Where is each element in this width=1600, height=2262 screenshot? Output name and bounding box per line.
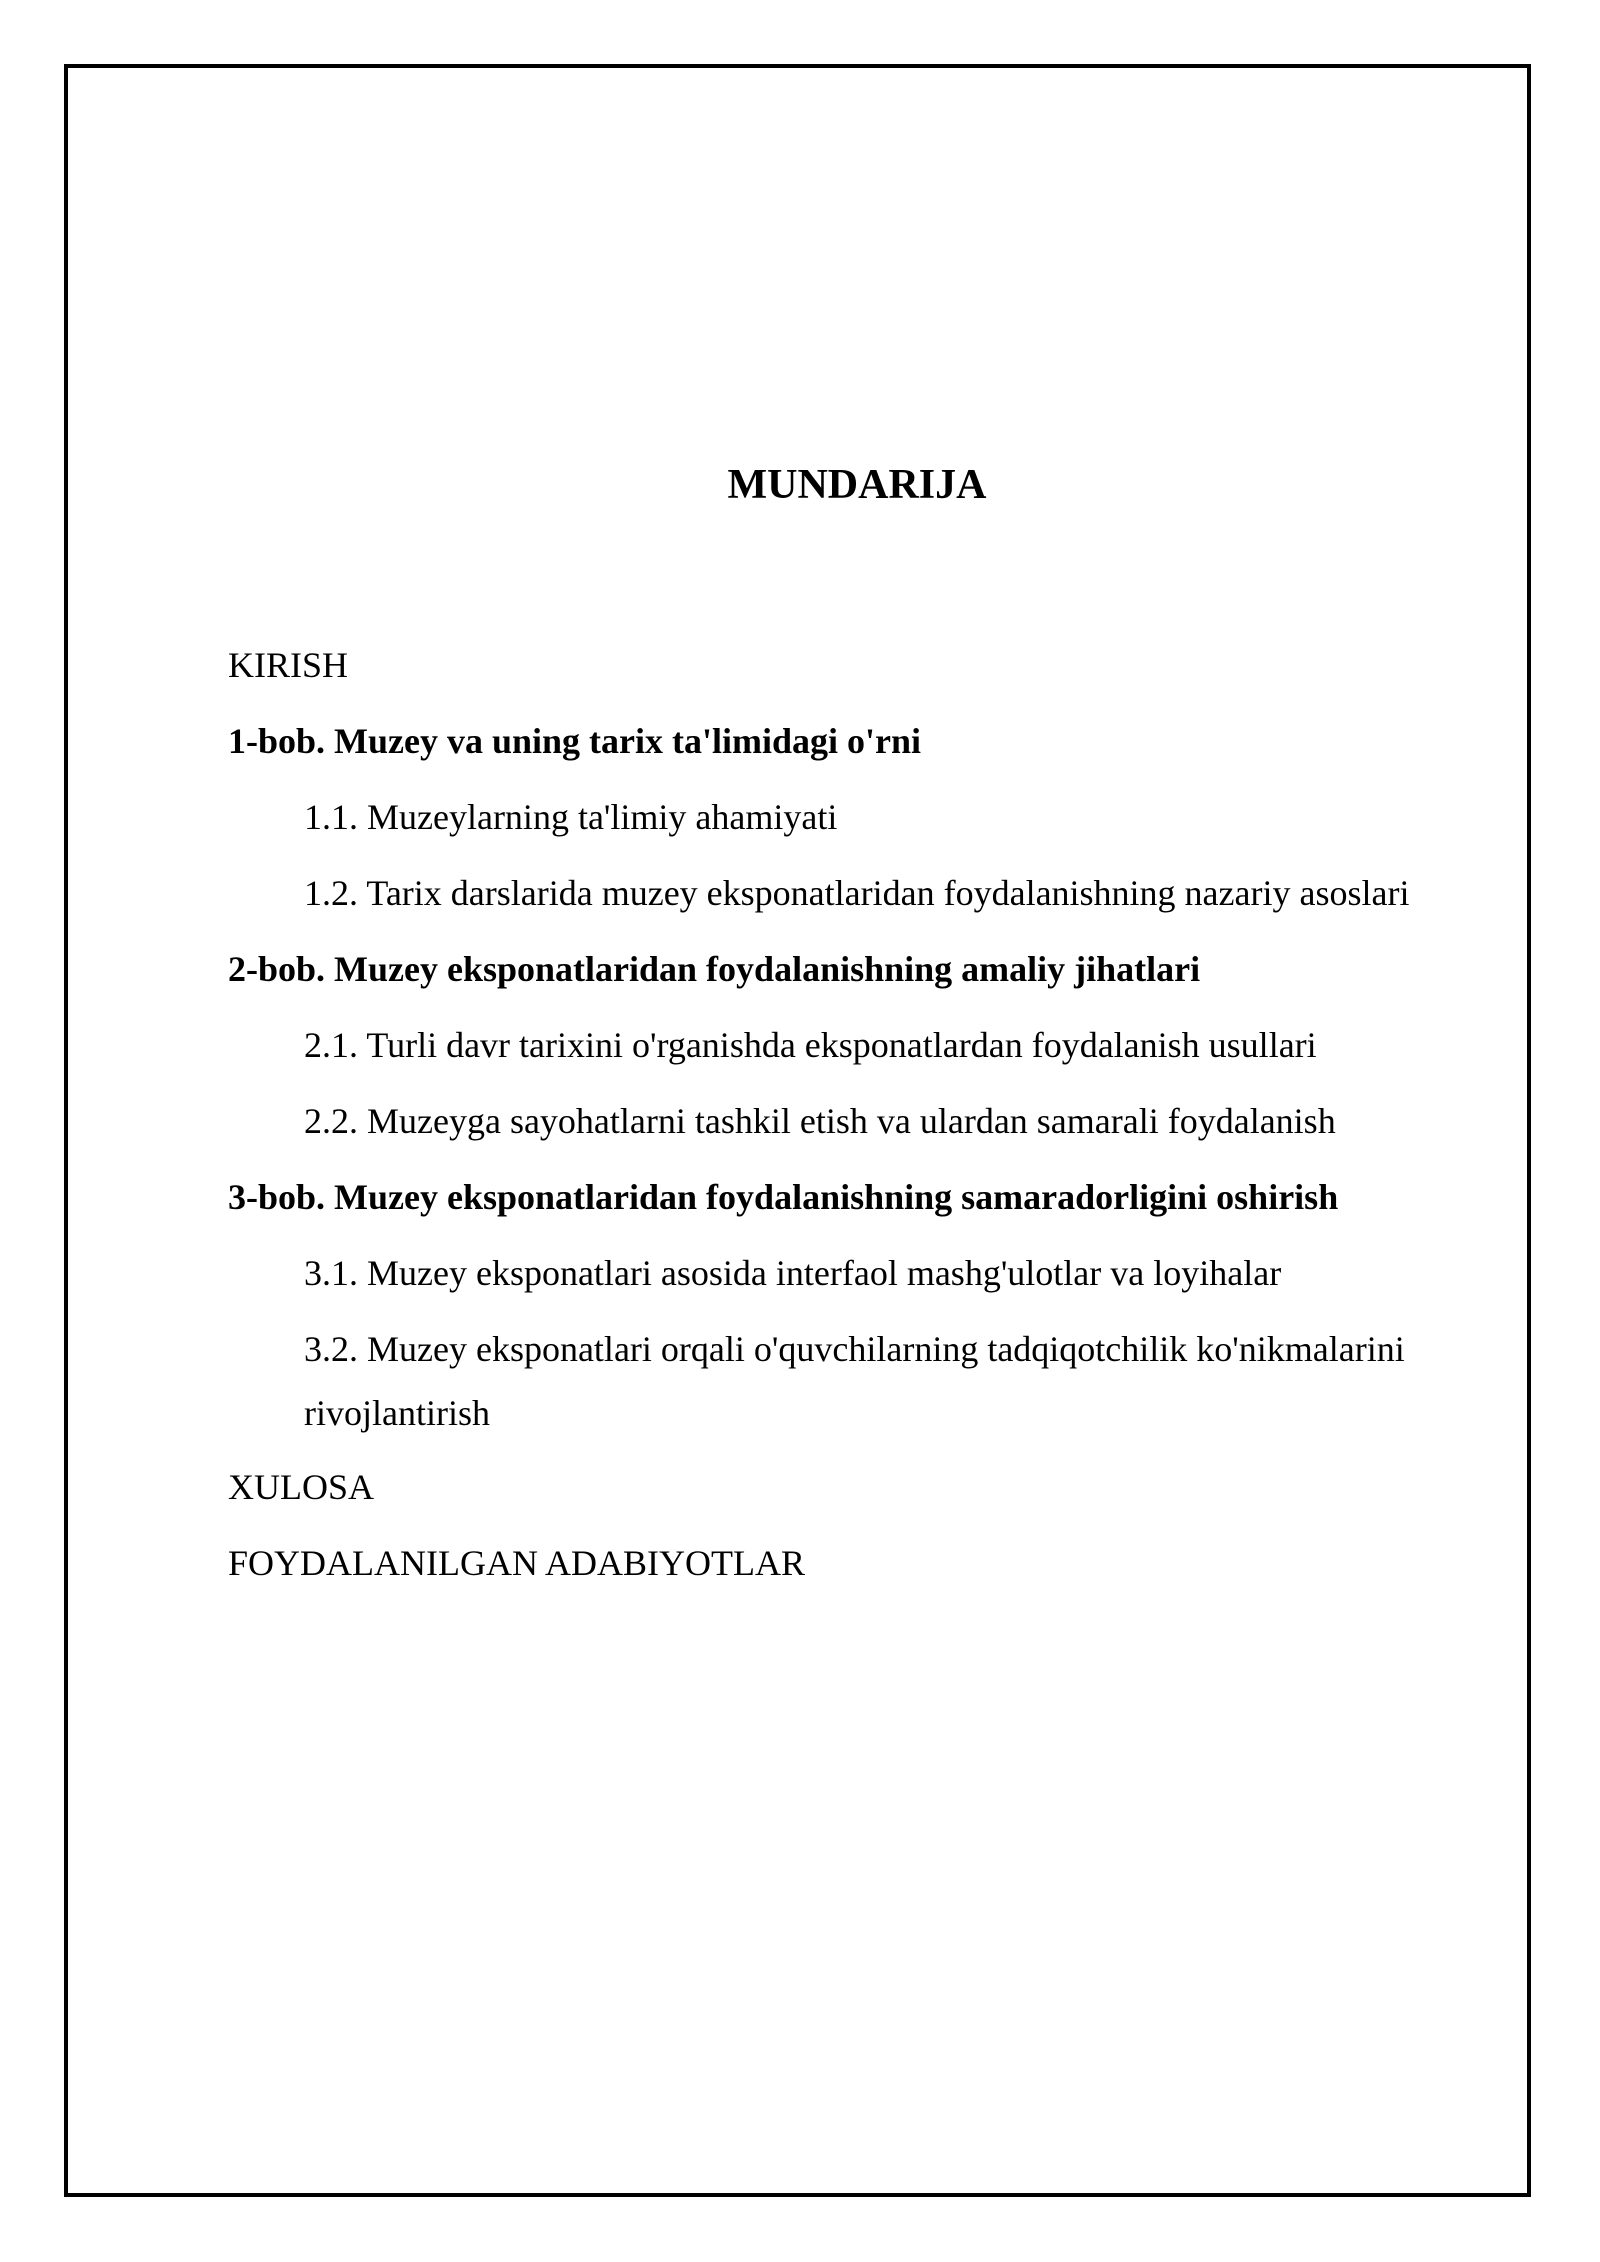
toc-section-1-1: 1.1. Muzeylarning ta'limiy ahamiyati	[304, 797, 838, 837]
toc-section-3-2: 3.2. Muzey eksponatlari orqali o'quvchilarning tadqiqotchilik ko'nikmalarini rivojlantirish	[304, 1329, 1405, 1433]
toc-chapter-1: 1-bob. Muzey va uning tarix ta'limidagi o'rni	[228, 721, 922, 761]
toc-entry-introduction: KIRISH	[228, 645, 349, 685]
toc-section-2-1: 2.1. Turli davr tarixini o'rganishda eksponatlardan foydalanish usullari	[304, 1025, 1317, 1065]
toc-section-2-2: 2.2. Muzeyga sayohatlarni tashkil etish va ulardan samarali foydalanish	[304, 1101, 1336, 1141]
page-title: MUNDARIJA	[727, 462, 987, 508]
toc-chapter-2: 2-bob. Muzey eksponatlaridan foydalanishning amaliy jihatlari	[228, 949, 1201, 989]
toc-section-1-2: 1.2. Tarix darslarida muzey eksponatlaridan foydalanishning nazariy asoslari	[304, 873, 1410, 913]
toc-entry-references: FOYDALANILGAN ADABIYOTLAR	[228, 1543, 805, 1583]
toc-section-3-1: 3.1. Muzey eksponatlari asosida interfaol mashg'ulotlar va loyihalar	[304, 1253, 1282, 1293]
toc-chapter-3: 3-bob. Muzey eksponatlaridan foydalanishning samaradorligini oshirish	[228, 1177, 1339, 1217]
toc-entry-conclusion: XULOSA	[228, 1467, 375, 1507]
